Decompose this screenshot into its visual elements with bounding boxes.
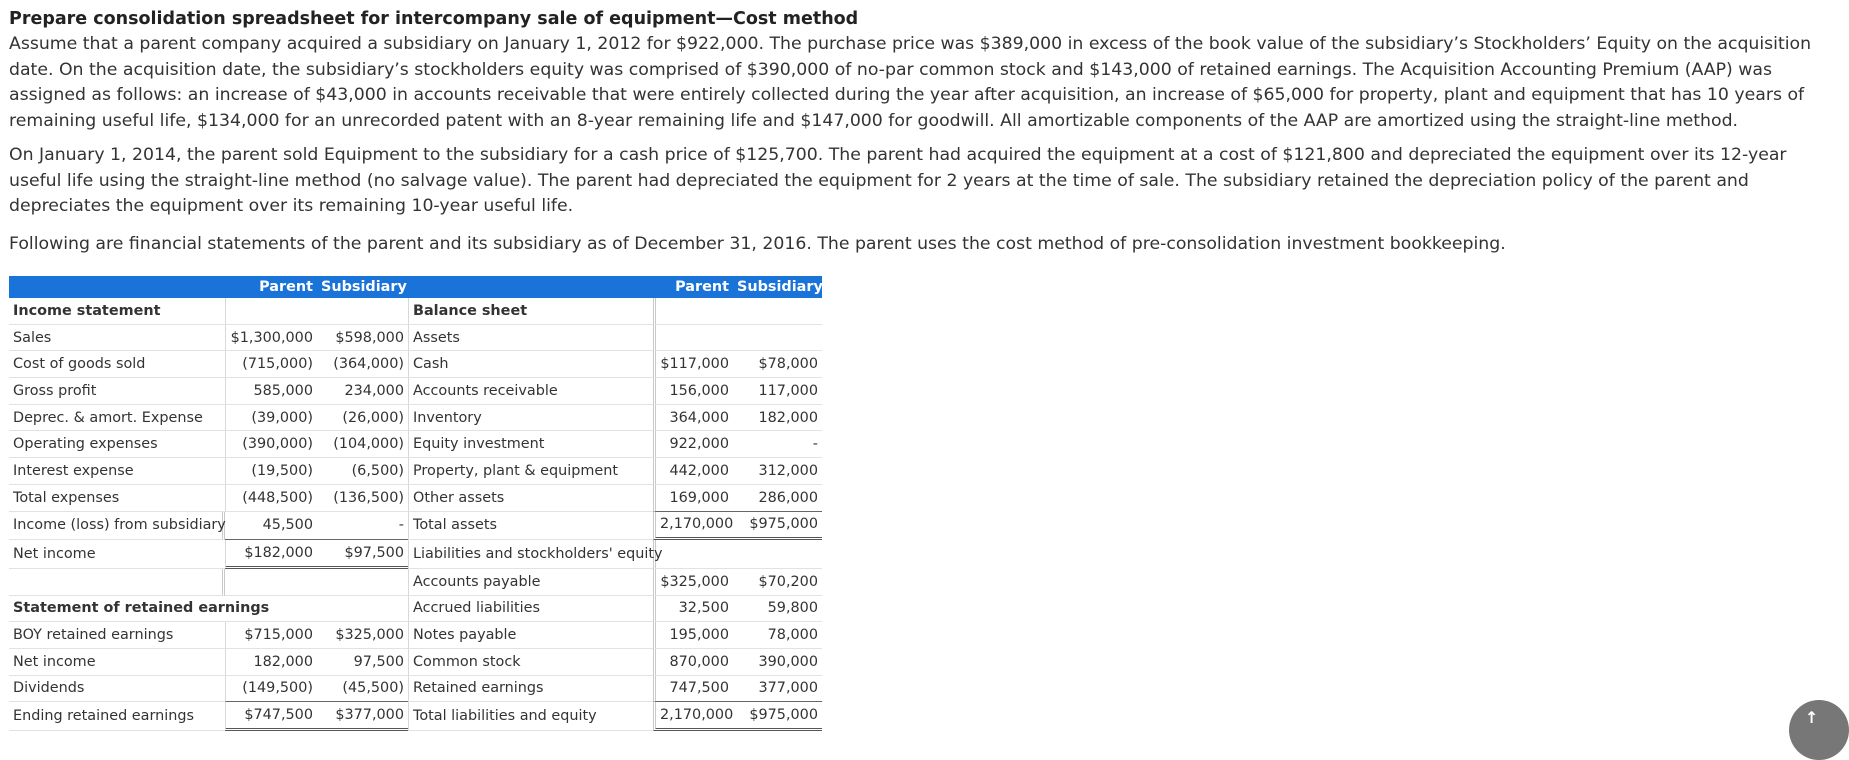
bs-subsidiary-value: 78,000 [733,622,822,649]
parent-value: 585,000 [225,378,317,405]
bs-parent-value: 747,500 [653,676,733,703]
paragraph-statements-intro: Following are financial statements of the parent and its subsidiary as of December 31, 2016. The parent uses the cost method of pre-consolidation investment bookkeeping. [9,233,1506,254]
table-row [9,540,822,569]
table-row [9,649,822,676]
subsidiary-value: $97,500 [317,540,408,569]
subsidiary-value: (26,000) [317,405,408,432]
parent-value: (715,000) [225,351,317,378]
parent-value: $747,500 [225,702,317,731]
bs-label: Cash [408,351,653,378]
row-label: Sales [9,325,225,352]
row-label: Total expenses [9,485,225,512]
arrow-up-icon: ↑ [1805,708,1819,727]
subsidiary-value: (136,500) [317,485,408,512]
bs-label: Property, plant & equipment [408,458,653,485]
bs-parent-value: $117,000 [653,351,733,378]
scroll-top-button[interactable] [1789,700,1849,760]
parent-value: (39,000) [225,405,317,432]
table-row [9,676,822,703]
row-label: Gross profit [9,378,225,405]
paragraph-acquisition: Assume that a parent company acquired a subsidiary on January 1, 2012 for $922,000. The purchase price was $389,000 in excess of the book value of the subsidiary’s Stockholders’ Equity on the acquisition date. On the acquisition date, the subsidiary’s stockholders equity was comprised of $390,000 of no-par common stock and $143,000 of retained earnings. The Acquisition Accounting Premium (AAP) was assigned as follows: an increase of $43,000 in accounts receivable that were entirely collected during the year after acquisition, an increase of $65,000 for property, plant and equipment that has 10 years of remaining useful life, $134,000 for an unrecorded patent with an 8-year remaining life and $147,000 for goodwill. All amortizable components of the AAP are amortized using the straight-line method. [9,34,1812,131]
table-row [9,512,822,541]
bs-parent-value: 2,170,000 [653,702,733,731]
balance-sheet-heading: Balance sheet [408,298,653,325]
header-subsidiary: Subsidiary [317,276,408,298]
bs-subsidiary-value: 117,000 [733,378,822,405]
header-subsidiary-bs: Subsidiary [733,276,822,298]
bs-parent-value: 2,170,000 [653,512,733,541]
bs-subsidiary-value [733,540,822,569]
bs-subsidiary-value [733,325,822,352]
table-row [9,622,822,649]
row-label: Ending retained earnings [9,702,225,731]
subsidiary-value: - [317,512,408,541]
bs-subsidiary-value: $975,000 [733,702,822,731]
bs-label: Liabilities and stockholders' equity [408,540,653,569]
bs-label: Notes payable [408,622,653,649]
bs-label: Equity investment [408,431,653,458]
bs-parent-value [653,540,733,569]
bs-parent-value [653,325,733,352]
subsidiary-value: (6,500) [317,458,408,485]
bs-label: Assets [408,325,653,352]
bs-subsidiary-value: 286,000 [733,485,822,512]
row-label [9,569,225,596]
bs-parent-value: 32,500 [653,596,733,623]
bs-parent-value: 195,000 [653,622,733,649]
bs-subsidiary-value: 390,000 [733,649,822,676]
table-row [9,298,822,325]
bs-subsidiary-value: 312,000 [733,458,822,485]
parent-value: $182,000 [225,540,317,569]
bs-label: Inventory [408,405,653,432]
parent-value [225,569,317,596]
table-row [9,431,822,458]
table-row [9,569,822,596]
financial-statements-table [9,276,822,731]
parent-value: $1,300,000 [225,325,317,352]
row-label: BOY retained earnings [9,622,225,649]
problem-title: Prepare consolidation spreadsheet for intercompany sale of equipment—Cost method [9,9,859,29]
bs-subsidiary-value: 377,000 [733,676,822,703]
header-parent-bs: Parent [653,276,733,298]
bs-label: Other assets [408,485,653,512]
row-label: Interest expense [9,458,225,485]
bs-label: Common stock [408,649,653,676]
subsidiary-value: 97,500 [317,649,408,676]
bs-parent-value: 169,000 [653,485,733,512]
row-label: Operating expenses [9,431,225,458]
subsidiary-value: 234,000 [317,378,408,405]
parent-value: $715,000 [225,622,317,649]
retained-earnings-heading: Statement of retained earnings [9,596,225,623]
bs-subsidiary-value: $78,000 [733,351,822,378]
bs-subsidiary-value: 182,000 [733,405,822,432]
bs-label: Retained earnings [408,676,653,703]
row-label: Deprec. & amort. Expense [9,405,225,432]
bs-parent-value: 442,000 [653,458,733,485]
subsidiary-value [317,569,408,596]
table-row [9,405,822,432]
bs-label: Accounts receivable [408,378,653,405]
table-row [9,351,822,378]
table-row [9,702,822,731]
bs-parent-value: 156,000 [653,378,733,405]
bs-subsidiary-value: 59,800 [733,596,822,623]
parent-value: 182,000 [225,649,317,676]
row-label: Income (loss) from subsidiary [9,512,225,541]
income-statement-heading: Income statement [9,298,225,325]
bs-subsidiary-value: - [733,431,822,458]
bs-parent-value: 922,000 [653,431,733,458]
subsidiary-value: $377,000 [317,702,408,731]
bs-parent-value: 364,000 [653,405,733,432]
bs-label: Accrued liabilities [408,596,653,623]
header-parent: Parent [225,276,317,298]
subsidiary-value: (104,000) [317,431,408,458]
row-label: Dividends [9,676,225,703]
table-row [9,458,822,485]
paragraph-equipment-sale: On January 1, 2014, the parent sold Equipment to the subsidiary for a cash price of $125,700. The parent had acquired the equipment at a cost of $121,800 and depreciated the equipment over its 12-year useful life using the straight-line method (no salvage value). The parent had depreciated the equipment for 2 years at the time of sale. The subsidiary retained the depreciation policy of the parent and depreciates the equipment over its remaining 10-year useful life. [9,145,1787,216]
subsidiary-value: $325,000 [317,622,408,649]
row-label: Net income [9,540,225,569]
bs-label: Accounts payable [408,569,653,596]
table-row [9,378,822,405]
bs-parent-value: 870,000 [653,649,733,676]
subsidiary-value: (45,500) [317,676,408,703]
subsidiary-value: (364,000) [317,351,408,378]
bs-subsidiary-value: $975,000 [733,512,822,541]
parent-value: 45,500 [225,512,317,541]
table-row [9,596,822,623]
row-label: Cost of goods sold [9,351,225,378]
bs-label: Total liabilities and equity [408,702,653,731]
problem-text [9,6,1819,257]
bs-subsidiary-value: $70,200 [733,569,822,596]
parent-value: (19,500) [225,458,317,485]
subsidiary-value [317,596,408,623]
table-row [9,325,822,352]
subsidiary-value: $598,000 [317,325,408,352]
table-row [9,485,822,512]
parent-value: (390,000) [225,431,317,458]
bs-label: Total assets [408,512,653,541]
parent-value: (149,500) [225,676,317,703]
bs-parent-value: $325,000 [653,569,733,596]
row-label: Net income [9,649,225,676]
parent-value: (448,500) [225,485,317,512]
table-header-row [9,276,822,298]
